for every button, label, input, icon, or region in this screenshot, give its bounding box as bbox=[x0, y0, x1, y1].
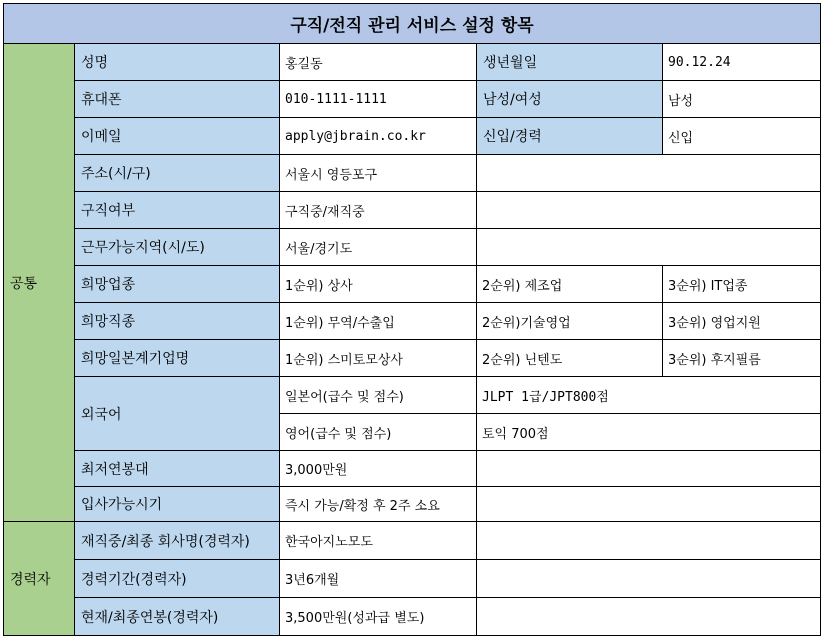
jobtype-choice-2[interactable]: 2순위)기술영업 bbox=[477, 303, 663, 340]
phone-label: 휴대폰 bbox=[75, 81, 280, 118]
email-value[interactable]: apply@jbrain.co.kr bbox=[280, 118, 477, 155]
empty-cell bbox=[477, 560, 821, 598]
name-label: 성명 bbox=[75, 44, 280, 81]
english-label: 영어(급수 및 점수) bbox=[280, 414, 477, 451]
birthdate-label: 생년월일 bbox=[477, 44, 663, 81]
empty-cell bbox=[477, 451, 821, 487]
page-title: 구직/전직 관리 서비스 설정 항목 bbox=[3, 3, 821, 44]
birthdate-value[interactable]: 90.12.24 bbox=[663, 44, 821, 81]
region-value[interactable]: 서울/경기도 bbox=[280, 229, 477, 266]
empty-cell bbox=[477, 229, 821, 266]
email-label: 이메일 bbox=[75, 118, 280, 155]
company-label: 희망일본계기업명 bbox=[75, 340, 280, 377]
jobtype-label: 희망직종 bbox=[75, 303, 280, 340]
company-choice-3[interactable]: 3순위) 후지필름 bbox=[663, 340, 821, 377]
jobstatus-value[interactable]: 구직중/재직중 bbox=[280, 192, 477, 229]
gender-label: 남성/여성 bbox=[477, 81, 663, 118]
empty-cell bbox=[477, 522, 821, 560]
experience-label: 신입/경력 bbox=[477, 118, 663, 155]
salary-value[interactable]: 3,000만원 bbox=[280, 451, 477, 487]
gender-value[interactable]: 남성 bbox=[663, 81, 821, 118]
empty-cell bbox=[477, 192, 821, 229]
industry-label: 희망업종 bbox=[75, 266, 280, 303]
career-period-value[interactable]: 3년6개월 bbox=[280, 560, 477, 598]
group-common: 공통 bbox=[3, 44, 75, 522]
japanese-value[interactable]: JLPT 1급/JPT800점 bbox=[477, 377, 821, 414]
current-company-label: 재직중/최종 회사명(경력자) bbox=[75, 522, 280, 560]
jobtype-choice-1[interactable]: 1순위) 무역/수출입 bbox=[280, 303, 477, 340]
joindate-value[interactable]: 즉시 가능/확정 후 2주 소요 bbox=[280, 487, 477, 522]
experience-value[interactable]: 신입 bbox=[663, 118, 821, 155]
company-choice-1[interactable]: 1순위) 스미토모상사 bbox=[280, 340, 477, 377]
name-value[interactable]: 홍길동 bbox=[280, 44, 477, 81]
empty-cell bbox=[477, 487, 821, 522]
language-label: 외국어 bbox=[75, 377, 280, 451]
japanese-label: 일본어(급수 및 점수) bbox=[280, 377, 477, 414]
current-company-value[interactable]: 한국아지노모도 bbox=[280, 522, 477, 560]
region-label: 근무가능지역(시/도) bbox=[75, 229, 280, 266]
salary-label: 최저연봉대 bbox=[75, 451, 280, 487]
career-period-label: 경력기간(경력자) bbox=[75, 560, 280, 598]
jobstatus-label: 구직여부 bbox=[75, 192, 280, 229]
joindate-label: 입사가능시기 bbox=[75, 487, 280, 522]
industry-choice-1[interactable]: 1순위) 상사 bbox=[280, 266, 477, 303]
phone-value[interactable]: 010-1111-1111 bbox=[280, 81, 477, 118]
empty-cell bbox=[477, 598, 821, 636]
company-choice-2[interactable]: 2순위) 닌텐도 bbox=[477, 340, 663, 377]
empty-cell bbox=[477, 155, 821, 192]
jobtype-choice-3[interactable]: 3순위) 영업지원 bbox=[663, 303, 821, 340]
current-salary-value[interactable]: 3,500만원(성과급 별도) bbox=[280, 598, 477, 636]
group-career: 경력자 bbox=[3, 522, 75, 636]
industry-choice-3[interactable]: 3순위) IT업종 bbox=[663, 266, 821, 303]
english-value[interactable]: 토익 700점 bbox=[477, 414, 821, 451]
current-salary-label: 현재/최종연봉(경력자) bbox=[75, 598, 280, 636]
address-label: 주소(시/구) bbox=[75, 155, 280, 192]
address-value[interactable]: 서울시 영등포구 bbox=[280, 155, 477, 192]
industry-choice-2[interactable]: 2순위) 제조업 bbox=[477, 266, 663, 303]
